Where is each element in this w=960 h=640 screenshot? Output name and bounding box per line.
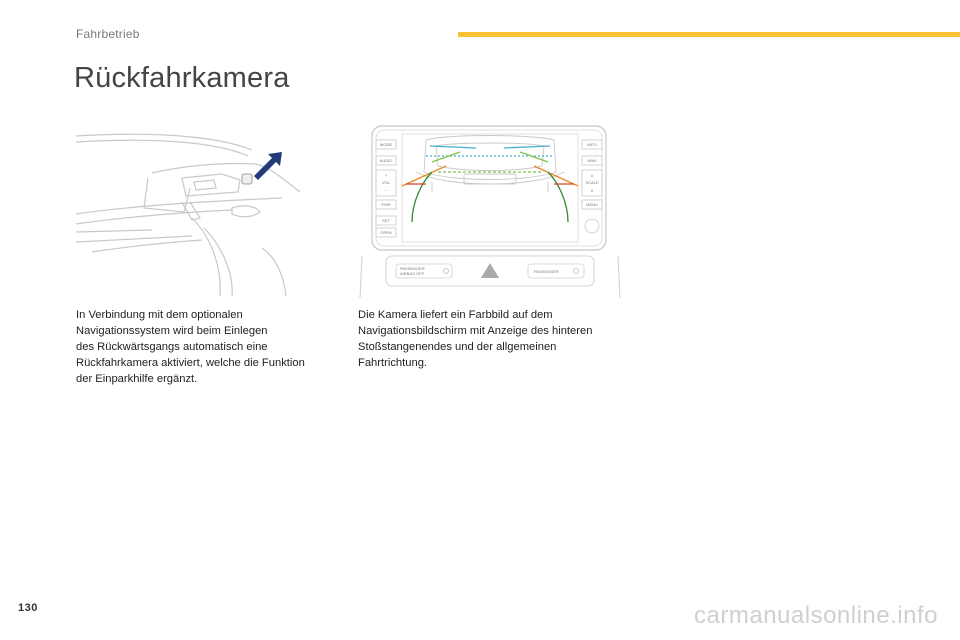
page-number: 130 xyxy=(18,602,38,614)
left-paragraph-line: Navigationssystem wird beim Einlegen xyxy=(76,325,268,337)
center-console xyxy=(360,256,620,298)
passenger-airbag-label-1: PASSENGER xyxy=(400,266,425,271)
right-paragraph-line: Stoßstangenendes und der allgemeinen xyxy=(358,341,557,353)
right-paragraph-line: Navigationsbildschirm mit Anzeige des hinteren xyxy=(358,325,593,337)
camera-view xyxy=(402,134,578,242)
open-button-label: OPEN xyxy=(380,230,392,235)
menu-button-label: MENU xyxy=(586,202,598,207)
navigation-screen-illustration xyxy=(356,122,624,300)
right-paragraph-line: Fahrtrichtung. xyxy=(358,357,428,369)
knob-icon xyxy=(585,219,599,233)
hazard-warning-icon xyxy=(481,263,499,278)
passenger-airbag-label-2: AIRBAG OFF xyxy=(400,271,425,276)
scale-label: SCALE xyxy=(585,180,599,185)
left-paragraph-line: des Rückwärtsgangs automatisch eine xyxy=(76,341,268,353)
navi-button-label: NAVI xyxy=(587,158,597,163)
passenger-label: PASSENGER xyxy=(534,269,559,274)
left-paragraph xyxy=(76,307,338,387)
pwr-button-label: PWR xyxy=(381,202,391,207)
page-title: Rückfahrkamera xyxy=(74,62,290,94)
vol-down-label: − xyxy=(384,188,388,193)
mode-button-label: MODE xyxy=(380,142,392,147)
right-paragraph-line: Die Kamera liefert ein Farbbild auf dem xyxy=(358,309,553,321)
vol-up-label: + xyxy=(384,173,388,178)
audio-button-label: AUDIO xyxy=(379,158,393,163)
camera-location-marker xyxy=(242,152,282,184)
watermark: carmanualsonline.info xyxy=(694,602,938,629)
left-paragraph-line: In Verbindung mit dem optionalen xyxy=(76,309,243,321)
left-paragraph-line: Rückfahrkamera aktiviert, welche die Funktion xyxy=(76,357,305,369)
set-button-label: SET xyxy=(382,218,390,223)
vol-label: VOL xyxy=(381,180,391,185)
right-button-column xyxy=(582,140,602,233)
left-button-column xyxy=(376,140,396,237)
info-button-label: INFO xyxy=(587,142,597,147)
indicator-light-icon xyxy=(444,269,449,274)
scale-down-label: ∨ xyxy=(590,188,594,193)
scale-up-label: ∧ xyxy=(590,173,594,178)
tailgate-camera-illustration xyxy=(72,128,308,298)
left-paragraph-line: der Einparkhilfe ergänzt. xyxy=(76,373,198,385)
right-paragraph xyxy=(358,307,628,371)
section-label: Fahrbetrieb xyxy=(76,27,140,41)
seat-indicator-icon xyxy=(574,269,579,274)
accent-bar xyxy=(458,32,960,37)
